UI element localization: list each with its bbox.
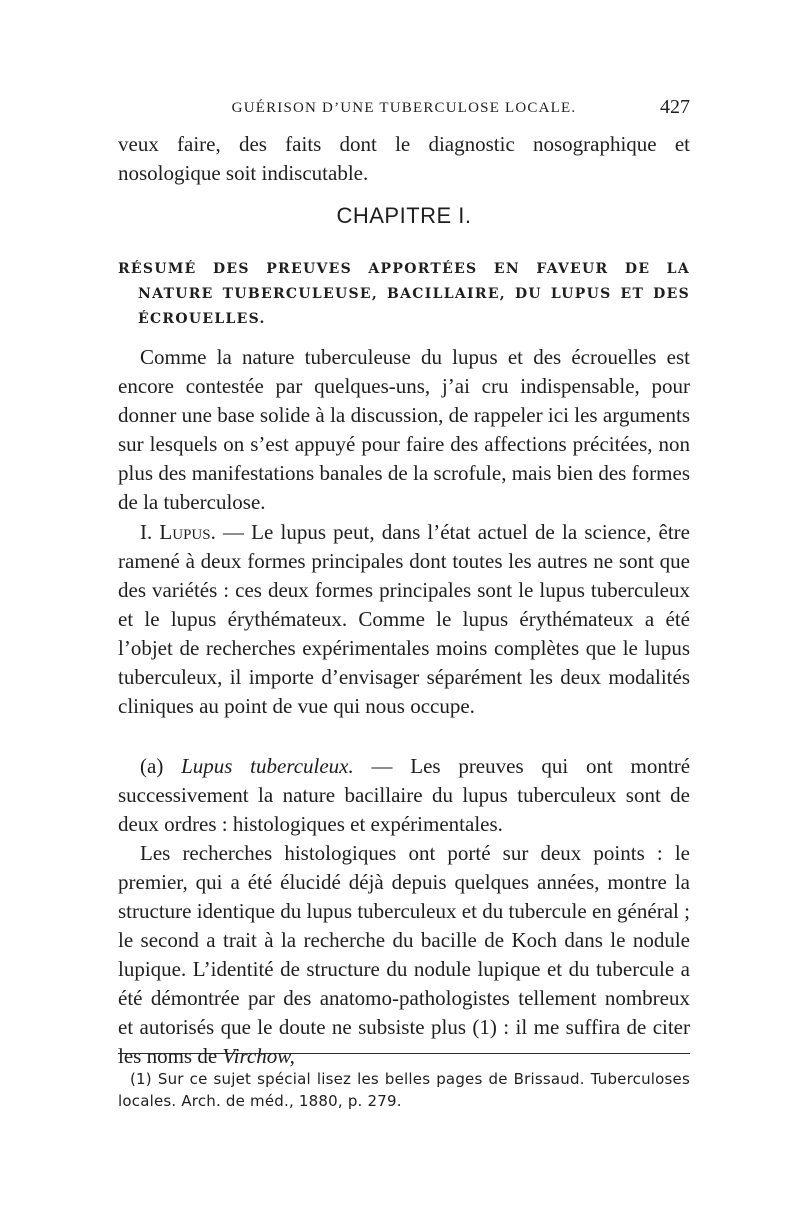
continuation-paragraph: veux faire, des faits dont le diagnostic nosographique et nosologique soit indiscutable. [118, 132, 690, 185]
paragraph-lupus [118, 518, 690, 721]
chapter-title: CHAPITRE I. [336, 203, 472, 228]
footnote-text: Sur ce sujet spécial lisez les belles pages de Brissaud. Tuberculoses locales. Arch. de méd., 1880, p. 279. [118, 1070, 690, 1110]
subsection-prefix: (a) [140, 754, 182, 778]
running-title: GUÉRISON D’UNE TUBERCULOSE LOCALE. [231, 100, 577, 116]
footnote-divider [118, 1053, 690, 1054]
paragraph-histology [118, 839, 690, 1071]
paragraph-intro: Comme la nature tuberculeuse du lupus et des écrouelles est encore contestée par quelques-uns, j’ai cru indispensable, pour donner une base solide à la discussion, de rappeler ici les arguments sur lesquels on s’est appuyé pour faire des affections précitées, non plus des manifestations banales de la scrofule, mais bien des formes de la tuberculose. [118, 345, 690, 514]
footnote-marker: (1) [130, 1070, 152, 1088]
paragraph-histology-text: Les recherches histologiques ont porté sur deux points : le premier, qui a été élucidé déjà depuis quelques années, montre la structure identique du lupus tuberculeux et du tubercule en général ; le second a trait à la recherche du bacille de Koch dans le nodule lupique. L’identité de structure du nodule lupique et du tubercule a été démontrée par des anatomo-pathologistes tellement nombreux et autorisés que le doute ne subsiste plus (1) : il me suffira de citer les noms de [118, 841, 690, 1068]
section-label-lupus: I. Lupus. [140, 520, 216, 544]
cited-name: Virchow, [222, 1044, 295, 1068]
chapter-summary: RÉSUMÉ DES PREUVES APPORTÉES EN FAVEUR DE LA NATURE TUBERCULEUSE, BACILLAIRE, DU LUPUS ET DES ÉCROUELLES. [118, 261, 690, 327]
paragraph-lupus-tuberculeux [118, 752, 690, 839]
footnote [118, 1068, 690, 1112]
subsection-heading: Lupus tuberculeux. [181, 754, 354, 778]
paragraph-lupus-tuberculeux-text: — Les preuves qui ont montré successivement la nature bacillaire du lupus tuberculeux sont de deux ordres : histologiques et expérimentales. [118, 754, 691, 836]
paragraph-lupus-text: — Le lupus peut, dans l’état actuel de la science, être ramené à deux formes principales dont toutes les autres ne sont que des variétés : ces deux formes principales sont le lupus tuberculeux et le lupus érythémateux. Comme le lupus érythémateux a été l’objet de recherches expérimentales moins complètes que le lupus tuberculeux, il importe d’envisager séparément les deux modalités cliniques au point de vue qui nous occupe. [118, 520, 690, 718]
page-number: 427 [660, 96, 690, 118]
